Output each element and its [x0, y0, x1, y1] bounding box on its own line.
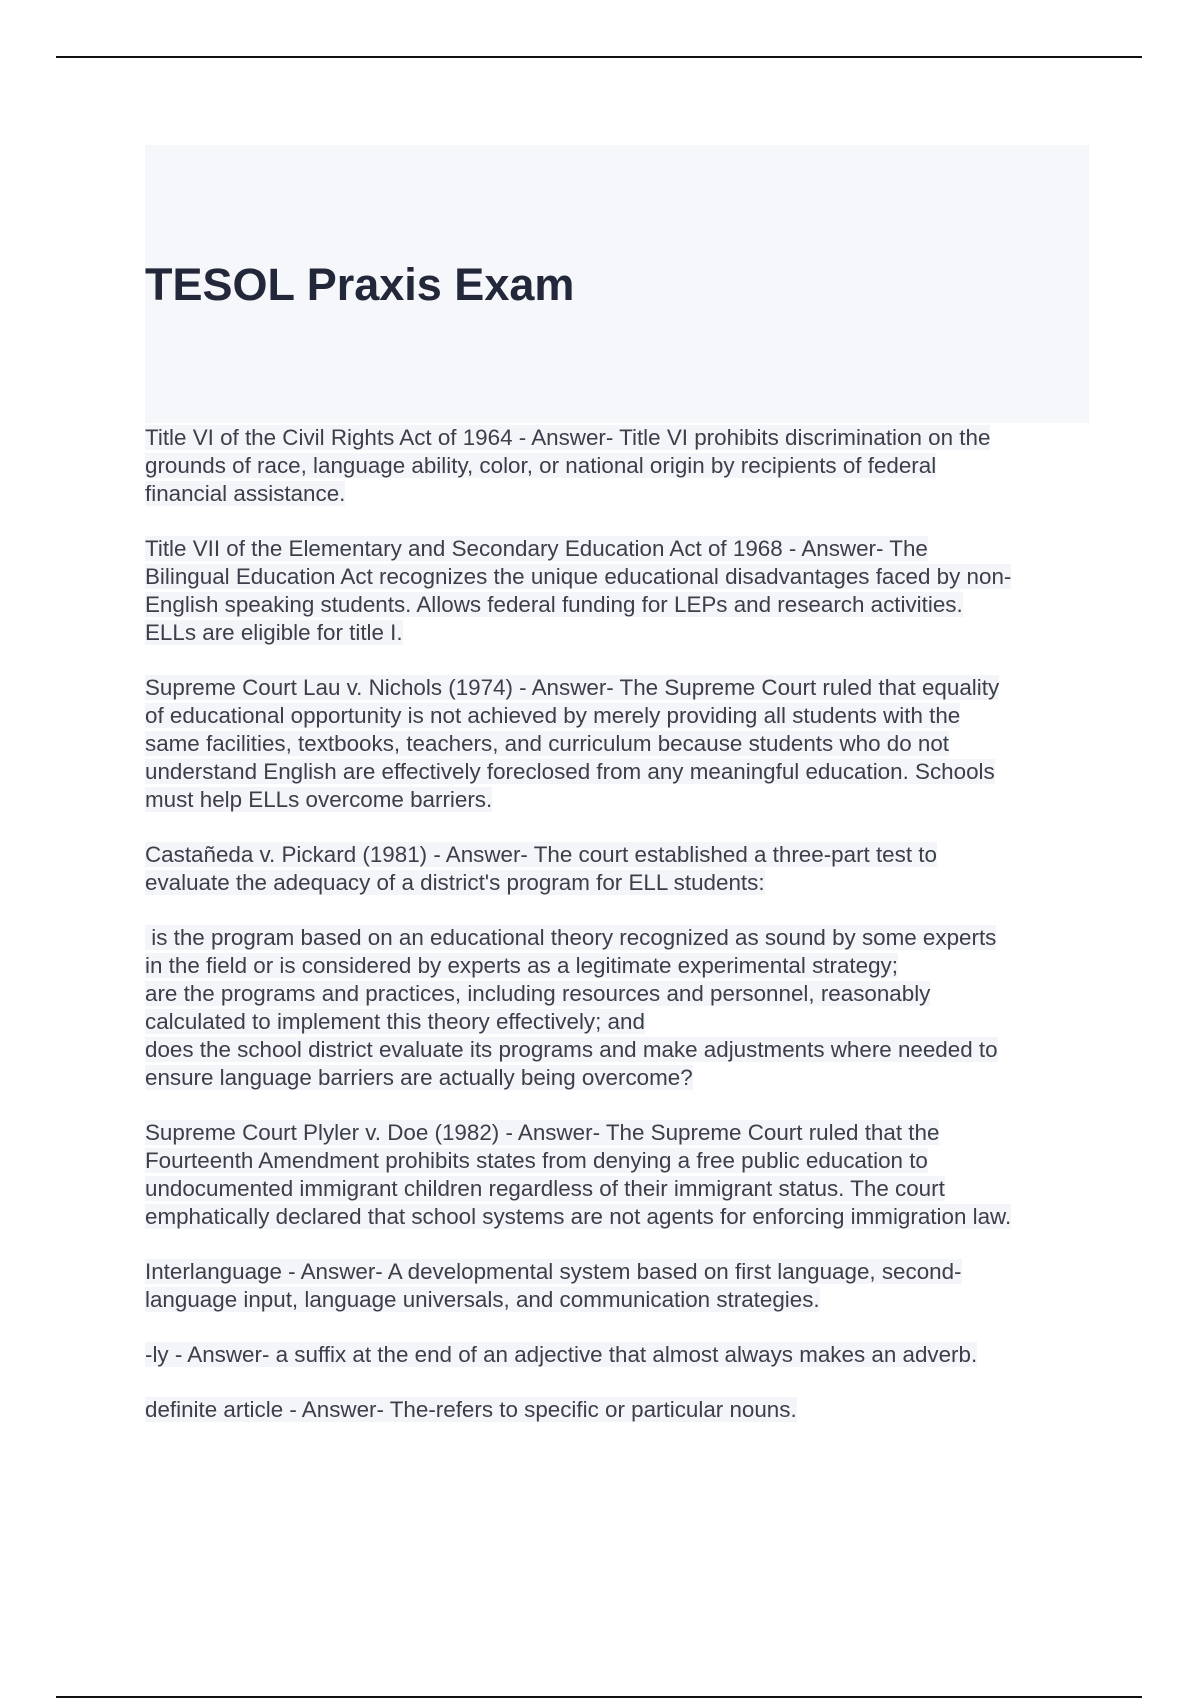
entry-line: grounds of race, language ability, color, or national origin by recipients of federal — [145, 453, 937, 478]
entry-line: must help ELLs overcome barriers. — [145, 787, 493, 812]
page-title: TESOL Praxis Exam — [145, 259, 575, 310]
entry-line: Interlanguage - Answer- A developmental system based on first language, second- — [145, 1259, 962, 1284]
flashcard-entry — [145, 1341, 1089, 1369]
flashcard-entry — [145, 924, 1089, 1092]
flashcard-entry — [145, 535, 1089, 647]
entry-line: ensure language barriers are actually being overcome? — [145, 1065, 693, 1090]
entry-line: financial assistance. — [145, 481, 346, 506]
entry-line: Castañeda v. Pickard (1981) - Answer- The court established a three-part test to — [145, 842, 937, 867]
entry-line: definite article - Answer- The-refers to specific or particular nouns. — [145, 1397, 797, 1422]
entry-line: ELLs are eligible for title I. — [145, 620, 403, 645]
flashcard-entry — [145, 1119, 1089, 1231]
entry-line: does the school district evaluate its programs and make adjustments where needed to — [145, 1037, 998, 1062]
entry-line: is the program based on an educational theory recognized as sound by some experts — [145, 925, 997, 950]
entry-line: evaluate the adequacy of a district's program for ELL students: — [145, 870, 765, 895]
bottom-rule — [56, 1696, 1142, 1698]
flashcard-entry — [145, 674, 1089, 814]
entry-line: Title VI of the Civil Rights Act of 1964 - Answer- Title VI prohibits discrimination on the — [145, 425, 991, 450]
flashcard-entry — [145, 424, 1089, 508]
entry-line: same facilities, textbooks, teachers, and curriculum because students who do not — [145, 731, 949, 756]
entry-line: -ly - Answer- a suffix at the end of an adjective that almost always makes an adverb. — [145, 1342, 978, 1367]
entry-line: language input, language universals, and communication strategies. — [145, 1287, 820, 1312]
entry-line: Fourteenth Amendment prohibits states from denying a free public education to — [145, 1148, 928, 1173]
flashcard-entry — [145, 1396, 1089, 1424]
entry-line: in the field or is considered by experts as a legitimate experimental strategy; — [145, 953, 898, 978]
entry-line: Bilingual Education Act recognizes the unique educational disadvantages faced by non- — [145, 564, 1012, 589]
entry-line: Supreme Court Plyler v. Doe (1982) - Answer- The Supreme Court ruled that the — [145, 1120, 940, 1145]
entry-line: of educational opportunity is not achieved by merely providing all students with the — [145, 703, 961, 728]
entry-line: Title VII of the Elementary and Secondary Education Act of 1968 - Answer- The — [145, 536, 928, 561]
entry-line: are the programs and practices, including resources and personnel, reasonably — [145, 981, 931, 1006]
entry-line: emphatically declared that school systems are not agents for enforcing immigration law. — [145, 1204, 1012, 1229]
top-rule — [56, 56, 1142, 58]
flashcard-entry — [145, 1258, 1089, 1314]
flashcard-entry — [145, 841, 1089, 897]
entry-line: undocumented immigrant children regardless of their immigrant status. The court — [145, 1176, 945, 1201]
entry-line: understand English are effectively foreclosed from any meaningful education. Schools — [145, 759, 995, 784]
entry-line: calculated to implement this theory effectively; and — [145, 1009, 645, 1034]
entry-line: English speaking students. Allows federal funding for LEPs and research activities. — [145, 592, 963, 617]
entry-line: Supreme Court Lau v. Nichols (1974) - Answer- The Supreme Court ruled that equality — [145, 675, 1000, 700]
flashcard-list — [145, 424, 1089, 1451]
